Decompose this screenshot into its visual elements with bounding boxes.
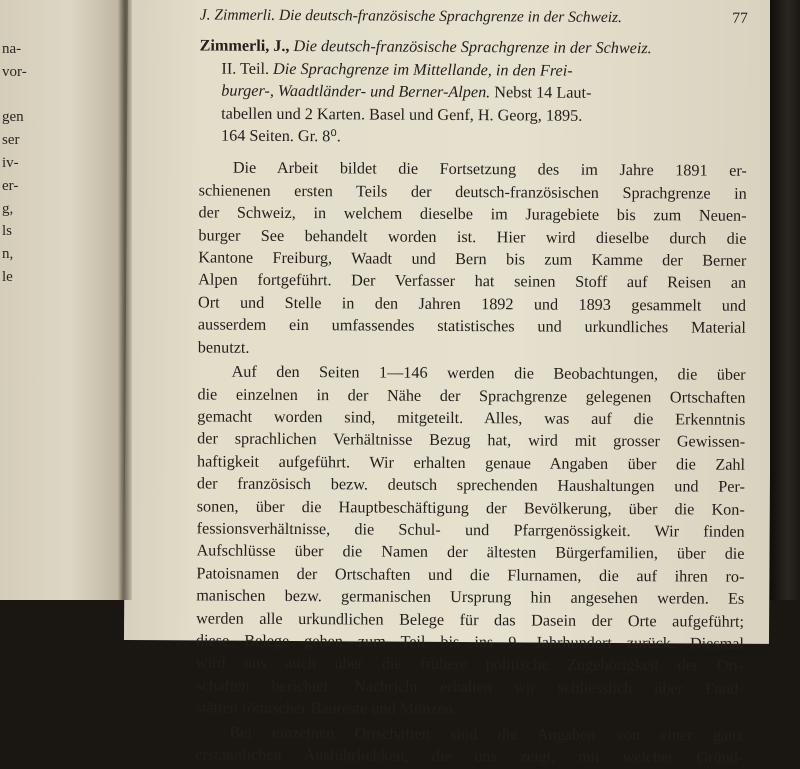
page-edge-shadow — [770, 0, 800, 600]
text-line: manischen bezw. germanischen Ursprung hin angesehen werden. Es — [196, 586, 745, 608]
book-gutter — [118, 0, 132, 600]
text-line: diese Belege gehen zum Teil bis ins 9. Jahrhundert zurück. Diesmal — [195, 631, 745, 653]
left-fragment: le — [2, 268, 13, 285]
paragraph-1 — [198, 157, 747, 362]
running-header — [200, 4, 748, 30]
entry-line — [221, 80, 747, 106]
left-page-text-fragments — [2, 38, 27, 289]
left-fragment: gen — [2, 109, 24, 126]
text-line: Alpen fortgeführt. Der Verfasser hat seinen Stoff auf Reisen an — [198, 270, 747, 293]
text-line: der französisch bezw. deutsch sprechenden Haushaltungen und Per- — [196, 474, 745, 496]
text-line: Auf den Seiten 1—146 werden die Beobachtungen, die über — [231, 362, 746, 384]
entry-author: Zimmerli, J., — [199, 36, 290, 56]
text-line: Ort und Stelle in den Jahren 1892 und 1893 gesammelt und — [197, 293, 747, 315]
left-page — [0, 0, 128, 600]
text-line: benutzt. — [197, 338, 250, 357]
page-number: 77 — [732, 9, 748, 27]
left-fragment — [2, 84, 27, 107]
text-line: schaften berichtet. Nachricht erhalten wir schliesslich über Fund- — [195, 676, 744, 698]
text-line: werden alle urkundlichen Belege für das Dasein der Orte aufgeführt; — [196, 608, 745, 631]
text-line: Die Arbeit bildet die Fortsetzung des im Jahre 1891 er- — [232, 159, 747, 181]
text-line: schienenen ersten Teils der deutsch-französischen Sprachgrenze in — [198, 181, 747, 203]
text-line: fessionsverhältnisse, die Schul- und Pfarrgenössigkeit. Wir finden — [196, 519, 745, 541]
entry-title: Die deutsch-französische Sprachgrenze in der Schweiz. — [293, 37, 652, 58]
text-line: stätten römischer Baureste und Münzen. — [195, 698, 457, 719]
text-line: burger See behandelt worden ist. Hier wird dieselbe durch die — [198, 226, 747, 248]
text-line: gemacht worden sind, mitgeteilt. Alles, was auf die Erkenntnis — [197, 407, 746, 429]
text-line: der sprachlichen Verhältnisse Bezug hat, wird mit grosser Gewissen- — [197, 429, 746, 452]
text-line: ausserdem ein umfassendes statistisches und urkundliches Material — [197, 315, 746, 338]
running-title: J. Zimmerli. Die deutsch-französische Sprachgrenze in der Schweiz. — [199, 6, 623, 27]
left-fragment: iv- — [2, 154, 19, 171]
entry-subtitle-cont: burger-, Waadtländer- und Berner-Alpen. — [221, 81, 491, 102]
text-line: sonen, über die Hauptbeschäftigung der Bevölkerung, über die Kon- — [196, 496, 745, 519]
entry-line: 164 Seiten. Gr. 8⁰. — [220, 126, 341, 146]
entry-line — [221, 57, 747, 83]
left-fragment: ser — [2, 132, 20, 149]
left-fragment: n, — [2, 246, 14, 263]
text-line: erstaunlichen Ausführlichkeit, die uns zeigt, mit welcher Gründ- — [195, 745, 744, 767]
text-line: der Schweiz, in welchem dieselbe im Juragebiete bis zum Neuen- — [198, 203, 747, 226]
entry-subtitle: Die Sprachgrenze im Mittellande, in den Frei- — [273, 59, 573, 80]
right-page — [124, 0, 773, 767]
entry-extras: Nebst 14 Laut- — [494, 83, 592, 103]
text-line: Patoisnamen der Ortschaften und die Flurnamen, die auf ihren ro- — [196, 564, 745, 586]
page-text — [195, 4, 748, 769]
left-fragment: ls — [2, 223, 13, 240]
text-line: wird uns auch über die frühere politische Zugehörigkeit der Ort- — [195, 653, 744, 676]
entry-line — [200, 35, 748, 61]
entry-line: tabellen und 2 Karten. Basel und Genf, H. Georg, 1895. — [221, 104, 583, 125]
left-fragment: na- — [2, 41, 22, 57]
paragraph-3 — [195, 721, 743, 769]
bibliographic-entry — [199, 35, 748, 150]
left-fragment: vor- — [2, 63, 27, 80]
text-line: Kantone Freiburg, Waadt und Bern bis zum Kamme der Berner — [198, 248, 747, 270]
paragraph-2 — [195, 361, 745, 723]
text-line: haftigkeit aufgeführt. Wir erhalten genaue Angaben über die Zahl — [197, 452, 746, 474]
left-fragment: g, — [2, 200, 14, 217]
entry-part: II. Teil. — [221, 59, 270, 78]
left-fragment: er- — [2, 177, 19, 194]
text-line: Bei einzelnen Ortschaften sind die Angaben von einer ganz — [229, 723, 744, 745]
text-line: Aufschlüsse über die Namen der ältesten Bürgerfamilien, über die — [196, 541, 745, 564]
text-line: die einzelnen in der Nähe der Sprachgrenze gelegenen Ortschaften — [197, 384, 746, 407]
